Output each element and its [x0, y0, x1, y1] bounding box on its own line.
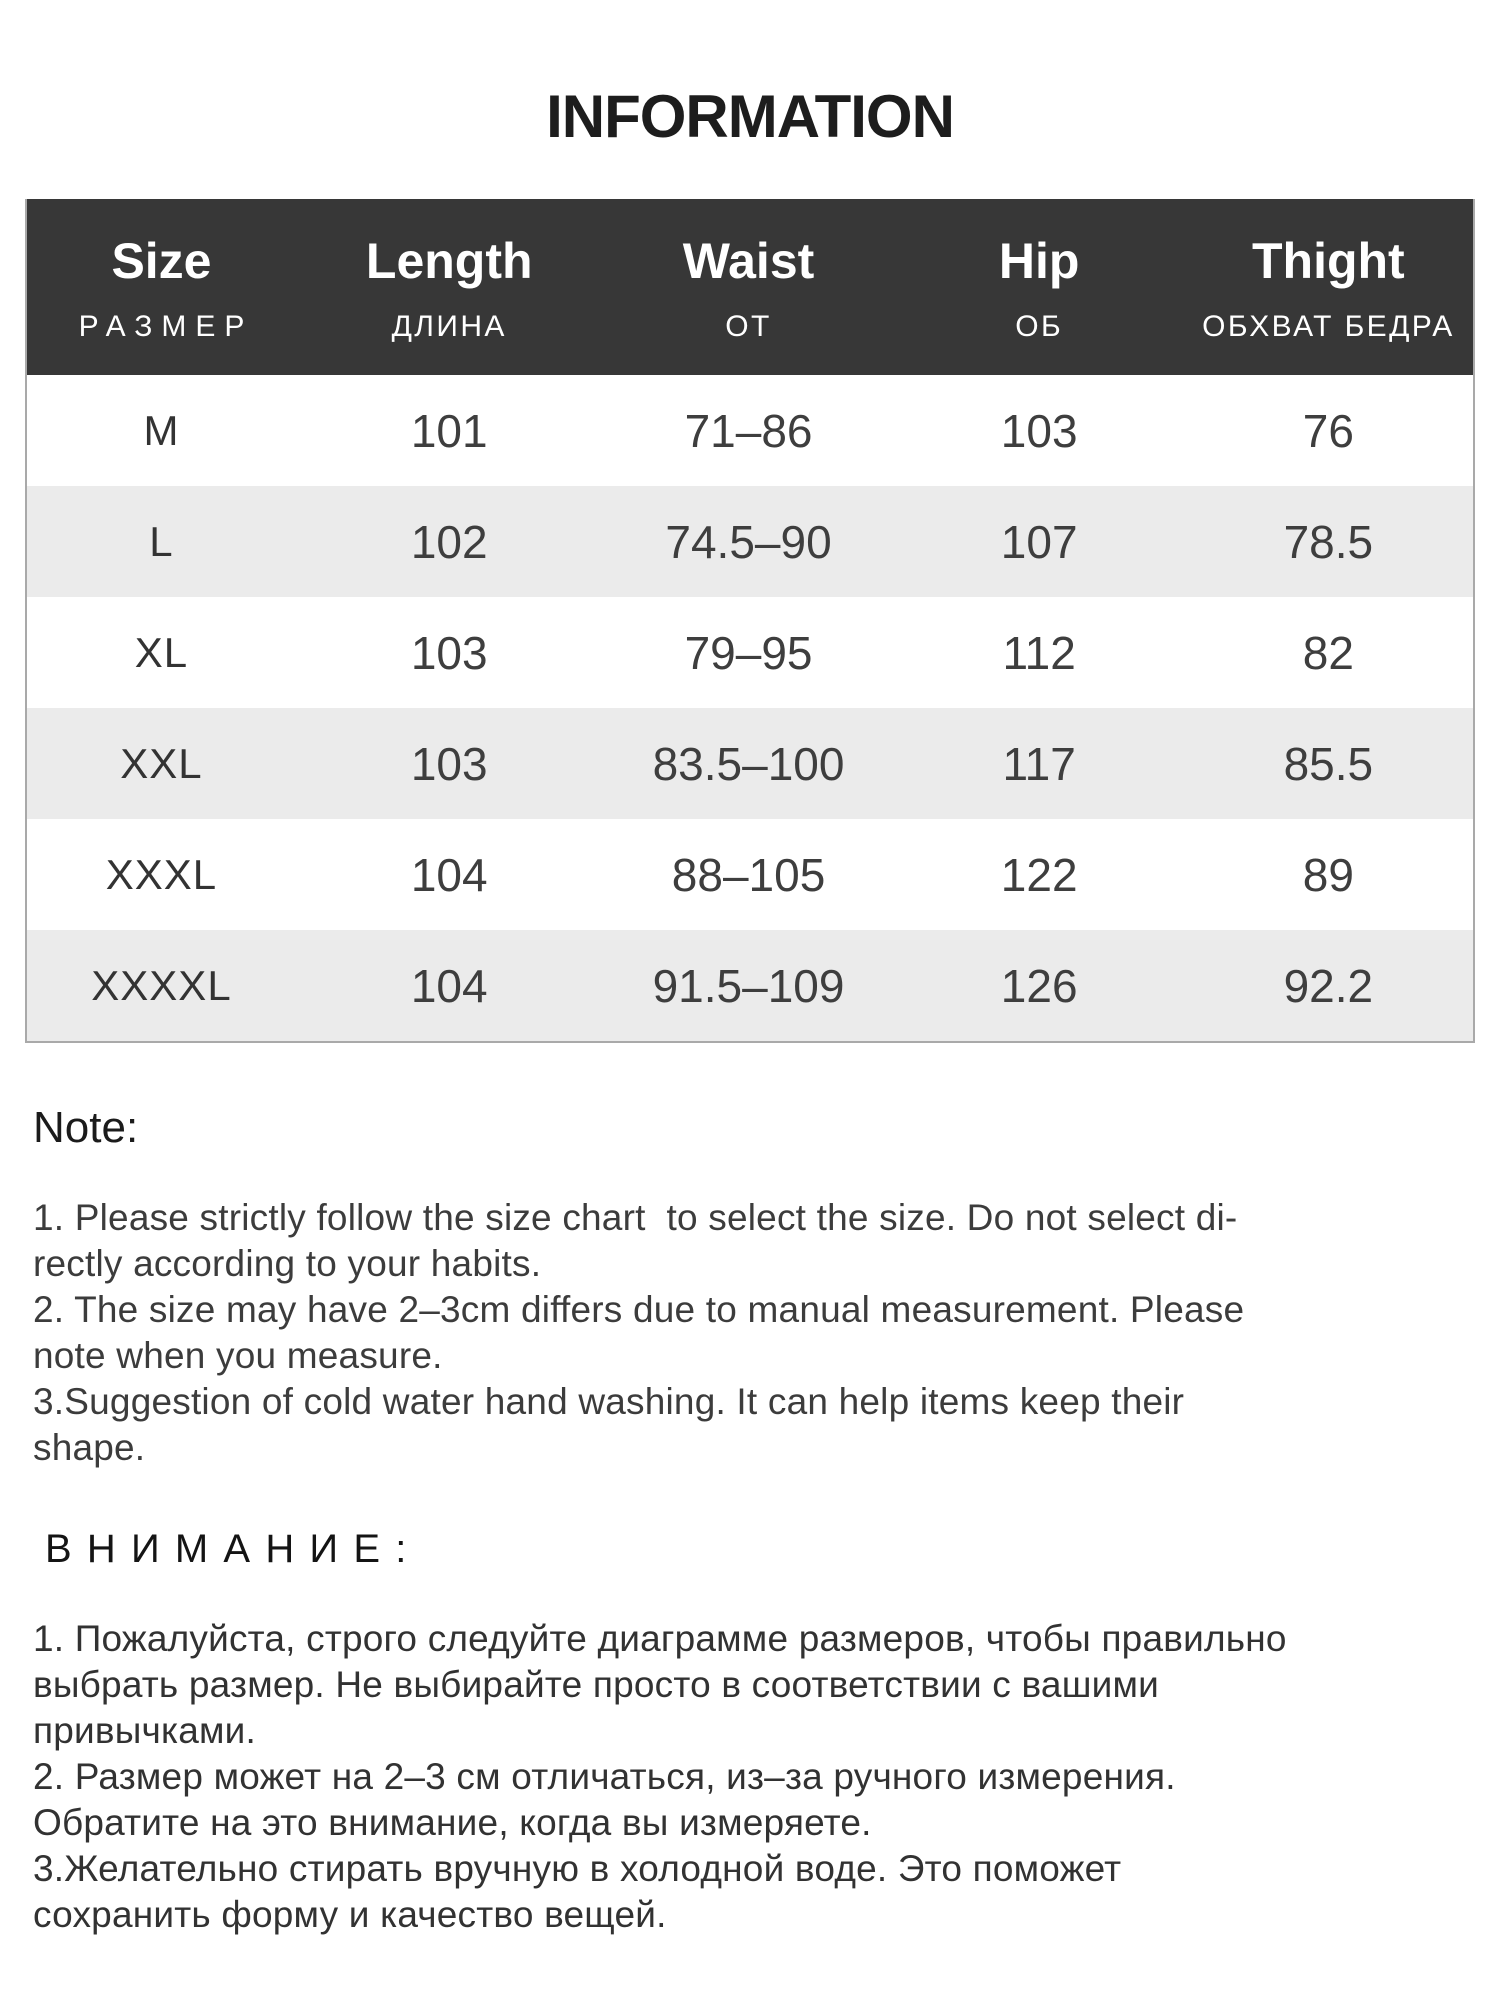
value-cell: 112 — [1002, 626, 1076, 679]
column-sublabel: ДЛИНА — [391, 310, 507, 343]
attention-line: привычками. — [33, 1710, 256, 1751]
size-cell: XXXL — [105, 850, 218, 898]
note-line: shape. — [33, 1427, 146, 1468]
note-line: 2. The size may have 2–3cm differs due to manual measurement. Please — [33, 1289, 1245, 1330]
value-cell: 74.5–90 — [665, 515, 832, 568]
note-line: rectly according to your habits. — [33, 1243, 542, 1284]
column-label: Waist — [682, 233, 815, 289]
column-header-size — [27, 199, 296, 375]
value-cell: 76 — [1302, 404, 1354, 457]
value-cell: 91.5–109 — [652, 959, 845, 1012]
column-sublabel: ОБХВАТ БЕДРА — [1202, 310, 1455, 343]
table-row-xxl — [27, 708, 1473, 819]
size-cell: XXL — [120, 739, 203, 787]
table-row-xxxxl — [27, 930, 1473, 1041]
value-cell: 117 — [1002, 737, 1076, 790]
size-cell: M — [143, 406, 180, 454]
value-cell: 103 — [410, 626, 488, 679]
column-sublabel: ОБ — [1015, 310, 1064, 343]
table-row-xl — [27, 597, 1473, 708]
attention-section — [33, 1527, 1475, 1938]
value-cell: 78.5 — [1283, 515, 1374, 568]
page-title: INFORMATION — [546, 83, 954, 150]
column-sublabel: РАЗМЕР — [78, 310, 254, 343]
attention-line: выбрать размер. Не выбирайте просто в соответствии с вашими — [33, 1664, 1159, 1705]
note-line: 1. Please strictly follow the size chart to select the size. Do not select di- — [33, 1197, 1238, 1238]
value-cell: 107 — [1000, 515, 1078, 568]
table-row-m — [27, 375, 1473, 486]
column-header-waist — [603, 199, 895, 375]
size-cell: L — [149, 517, 174, 565]
column-label: Hip — [998, 233, 1080, 289]
note-section — [33, 1103, 1475, 1471]
size-chart — [25, 199, 1475, 1043]
value-cell: 71–86 — [684, 404, 813, 457]
value-cell: 104 — [410, 959, 488, 1012]
attention-line: Обратите на это внимание, когда вы измеряете. — [33, 1802, 872, 1843]
value-cell: 79–95 — [684, 626, 813, 679]
attention-text — [33, 1616, 1475, 1938]
value-cell: 89 — [1302, 848, 1354, 901]
note-line: note when you measure. — [33, 1335, 443, 1376]
value-cell: 104 — [410, 848, 488, 901]
value-cell: 102 — [410, 515, 488, 568]
note-line: 3.Suggestion of cold water hand washing. It can help items keep their — [33, 1381, 1185, 1422]
column-label: Thight — [1252, 233, 1405, 289]
size-cell: XL — [134, 628, 189, 676]
column-header-thight — [1184, 199, 1473, 375]
column-label: Size — [111, 233, 212, 289]
column-header-hip — [895, 199, 1184, 375]
value-cell: 101 — [410, 404, 488, 457]
attention-line: 2. Размер может на 2–3 см отличаться, из–за ручного измерения. — [33, 1756, 1176, 1797]
table-row-xxxl — [27, 819, 1473, 930]
table-row-l — [27, 486, 1473, 597]
attention-line: сохранить форму и качество вещей. — [33, 1894, 667, 1935]
attention-heading: ВНИМАНИЕ: — [45, 1527, 422, 1571]
attention-line: 1. Пожалуйста, строго следуйте диаграмме размеров, чтобы правильно — [33, 1618, 1287, 1659]
value-cell: 103 — [1000, 404, 1078, 457]
size-cell: XXXXL — [91, 961, 232, 1009]
value-cell: 83.5–100 — [652, 737, 845, 790]
value-cell: 88–105 — [671, 848, 826, 901]
size-chart-body — [27, 375, 1473, 1041]
column-header-length — [296, 199, 603, 375]
value-cell: 126 — [1000, 959, 1078, 1012]
value-cell: 122 — [1000, 848, 1078, 901]
note-heading: Note: — [33, 1103, 139, 1152]
note-text — [33, 1195, 1475, 1471]
value-cell: 85.5 — [1283, 737, 1374, 790]
size-chart-header-row — [27, 199, 1473, 375]
column-label: Length — [365, 233, 533, 289]
value-cell: 92.2 — [1283, 959, 1374, 1012]
column-sublabel: ОТ — [725, 310, 772, 343]
value-cell: 82 — [1302, 626, 1354, 679]
value-cell: 103 — [410, 737, 488, 790]
attention-line: 3.Желательно стирать вручную в холодной воде. Это поможет — [33, 1848, 1122, 1889]
